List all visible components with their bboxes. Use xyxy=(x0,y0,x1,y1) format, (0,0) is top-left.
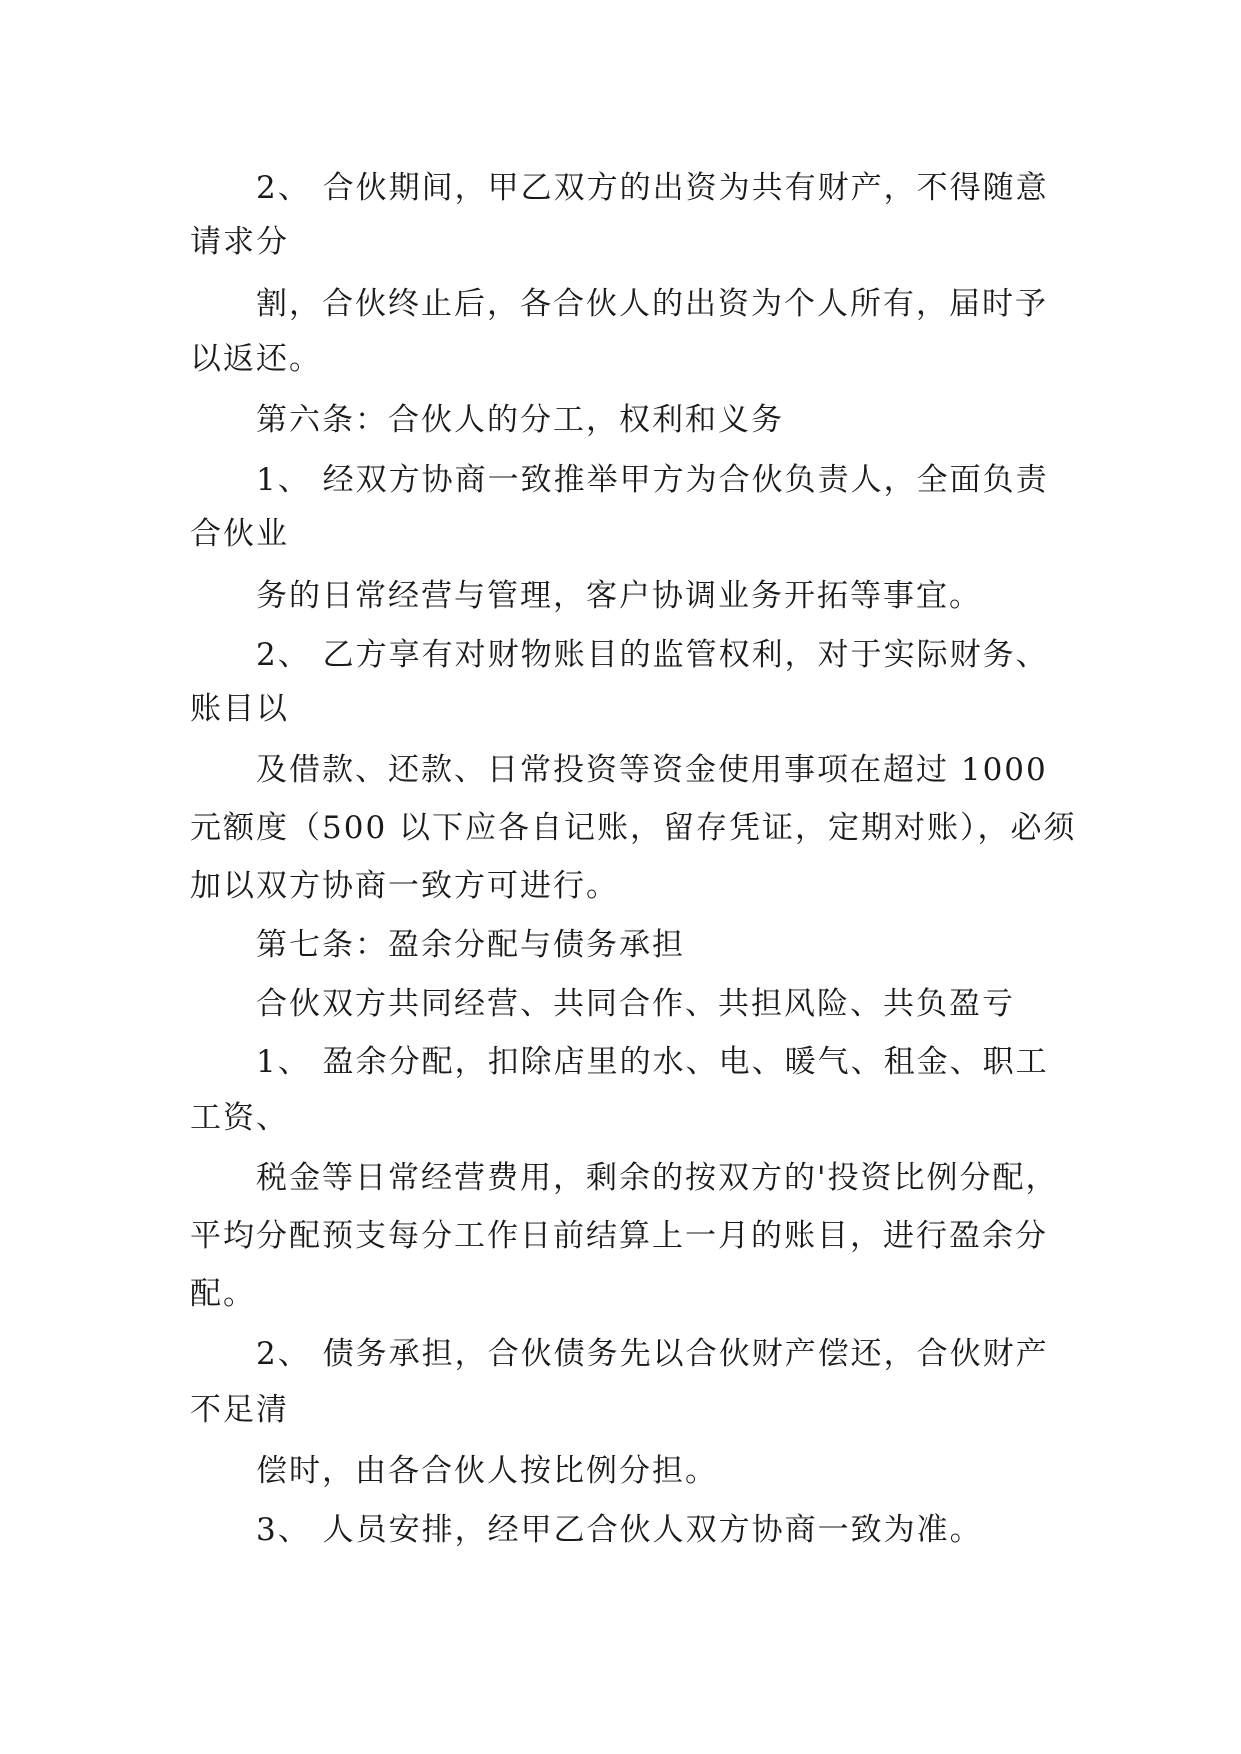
text-line: 元额度（500 以下应各自记账，留存凭证，定期对账），必须 xyxy=(190,810,1077,846)
section-heading: 第七条：盈余分配与债务承担 xyxy=(256,927,685,963)
text-line: 2、 债务承担，合伙债务先以合伙财产偿还，合伙财产 xyxy=(256,1336,1049,1372)
text-line: 以返还。 xyxy=(190,341,322,377)
text-line: 割，合伙终止后，各合伙人的出资为个人所有，届时予 xyxy=(256,286,1048,322)
section-heading: 第六条：合伙人的分工，权利和义务 xyxy=(256,402,784,438)
text-line: 加以双方协商一致方可进行。 xyxy=(190,868,619,904)
text-line: 请求分 xyxy=(190,224,289,260)
text-line: 合伙业 xyxy=(190,516,289,552)
text-line: 及借款、还款、日常投资等资金使用事项在超过 1000 xyxy=(256,752,1048,788)
text-line: 2、 合伙期间，甲乙双方的出资为共有财产，不得随意 xyxy=(256,170,1049,206)
text-line: 1、 经双方协商一致推举甲方为合伙负责人，全面负责 xyxy=(256,462,1049,498)
text-line: 3、 人员安排，经甲乙合伙人双方协商一致为准。 xyxy=(256,1512,983,1548)
text-line: 账目以 xyxy=(190,691,289,727)
text-line: 平均分配预支每分工作日前结算上一月的账目，进行盈余分 xyxy=(190,1218,1048,1254)
text-line: 配。 xyxy=(190,1276,256,1312)
text-line: 偿时，由各合伙人按比例分担。 xyxy=(256,1453,718,1489)
text-line: 税金等日常经营费用，剩余的按双方的'投资比例分配， xyxy=(256,1160,1059,1196)
text-line: 工资、 xyxy=(190,1100,289,1136)
text-line: 1、 盈余分配，扣除店里的水、电、暖气、租金、职工 xyxy=(256,1044,1049,1080)
text-line: 不足清 xyxy=(190,1392,289,1428)
text-line: 合伙双方共同经营、共同合作、共担风险、共负盈亏 xyxy=(256,986,1015,1022)
text-line: 务的日常经营与管理，客户协调业务开拓等事宜。 xyxy=(256,578,982,614)
text-line: 2、 乙方享有对财物账目的监管权利，对于实际财务、 xyxy=(256,637,1049,673)
